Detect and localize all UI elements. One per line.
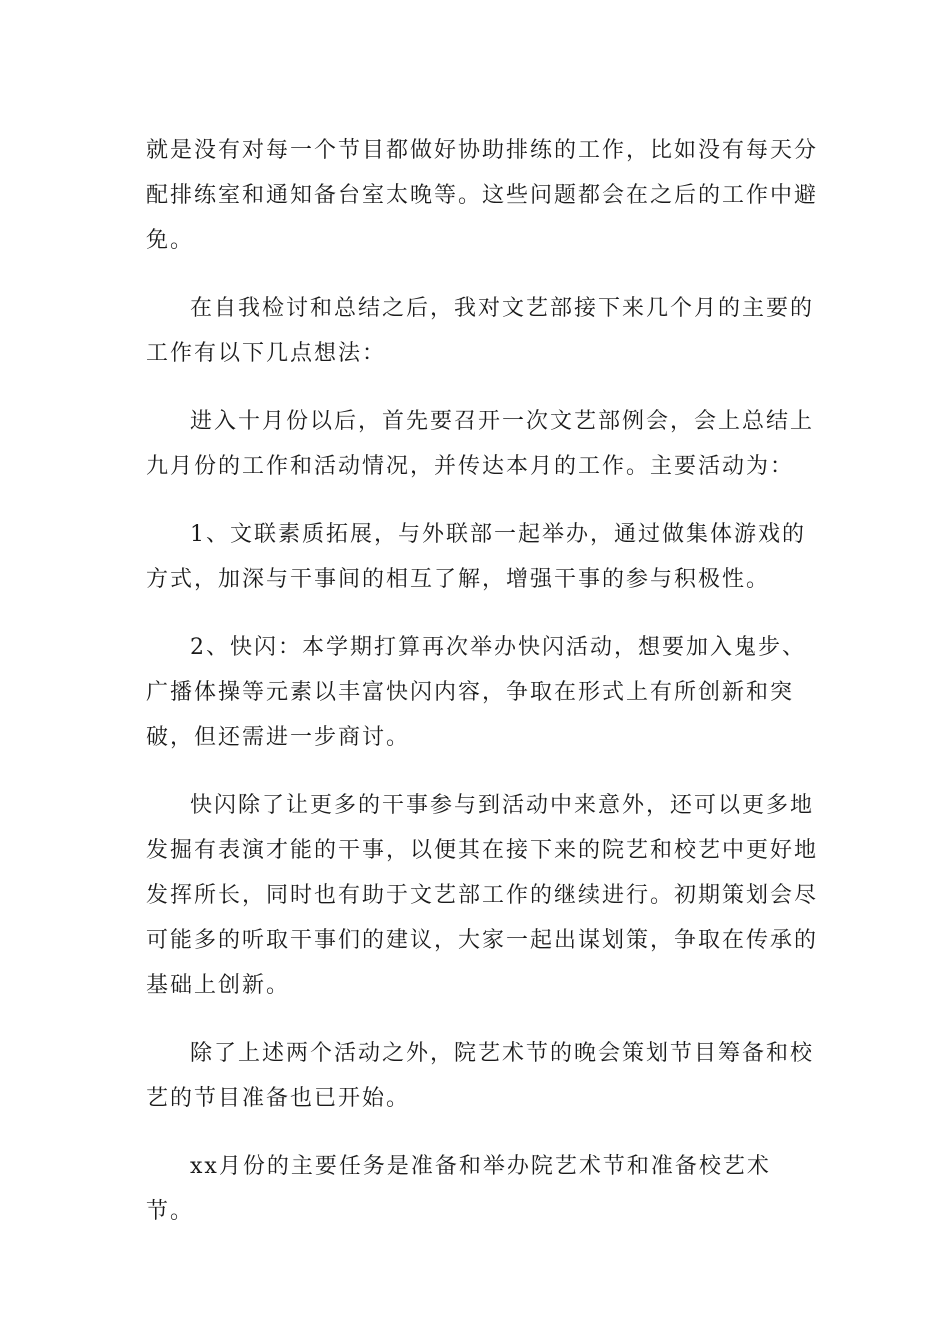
paragraph-continuation: 就是没有对每一个节目都做好协助排练的工作，比如没有每天分配排练室和通知备台室太晚等。这些问题都会在之后的工作中避免。 (146, 138, 819, 253)
paragraph-october-meeting: 进入十月份以后，首先要召开一次文艺部例会，会上总结上九月份的工作和活动情况，并传达本月的工作。主要活动为： (146, 409, 815, 479)
paragraph-item-2: 2、快闪：本学期打算再次举办快闪活动，想要加入鬼步、广播体操等元素以丰富快闪内容，争取在形式上有所创新和突破，但还需进一步商讨。 (146, 635, 806, 750)
paragraph-flashmob-benefits: 快闪除了让更多的干事参与到活动中来意外，还可以更多地发掘有表演才能的干事，以便其在接下来的院艺和校艺中更好地发挥所长，同时也有助于文艺部工作的继续进行。初期策划会尽可能多的听取干事们的建议，大家一起出谋划策，争取在传承的基础上创新。 (146, 793, 819, 998)
paragraph-other-activities: 除了上述两个活动之外，院艺术节的晚会策划节目筹备和校艺的节目准备也已开始。 (146, 1041, 815, 1111)
paragraph-main-task: xx月份的主要任务是准备和举办院艺术节和准备校艺术节。 (146, 1154, 771, 1224)
paragraph-plan-intro: 在自我检讨和总结之后，我对文艺部接下来几个月的主要的工作有以下几点想法： (146, 296, 815, 366)
document-body (146, 128, 818, 1257)
paragraph-item-1: 1、文联素质拓展，与外联部一起举办，通过做集体游戏的方式，加深与干事间的相互了解，增强干事的参与积极性。 (146, 522, 806, 592)
